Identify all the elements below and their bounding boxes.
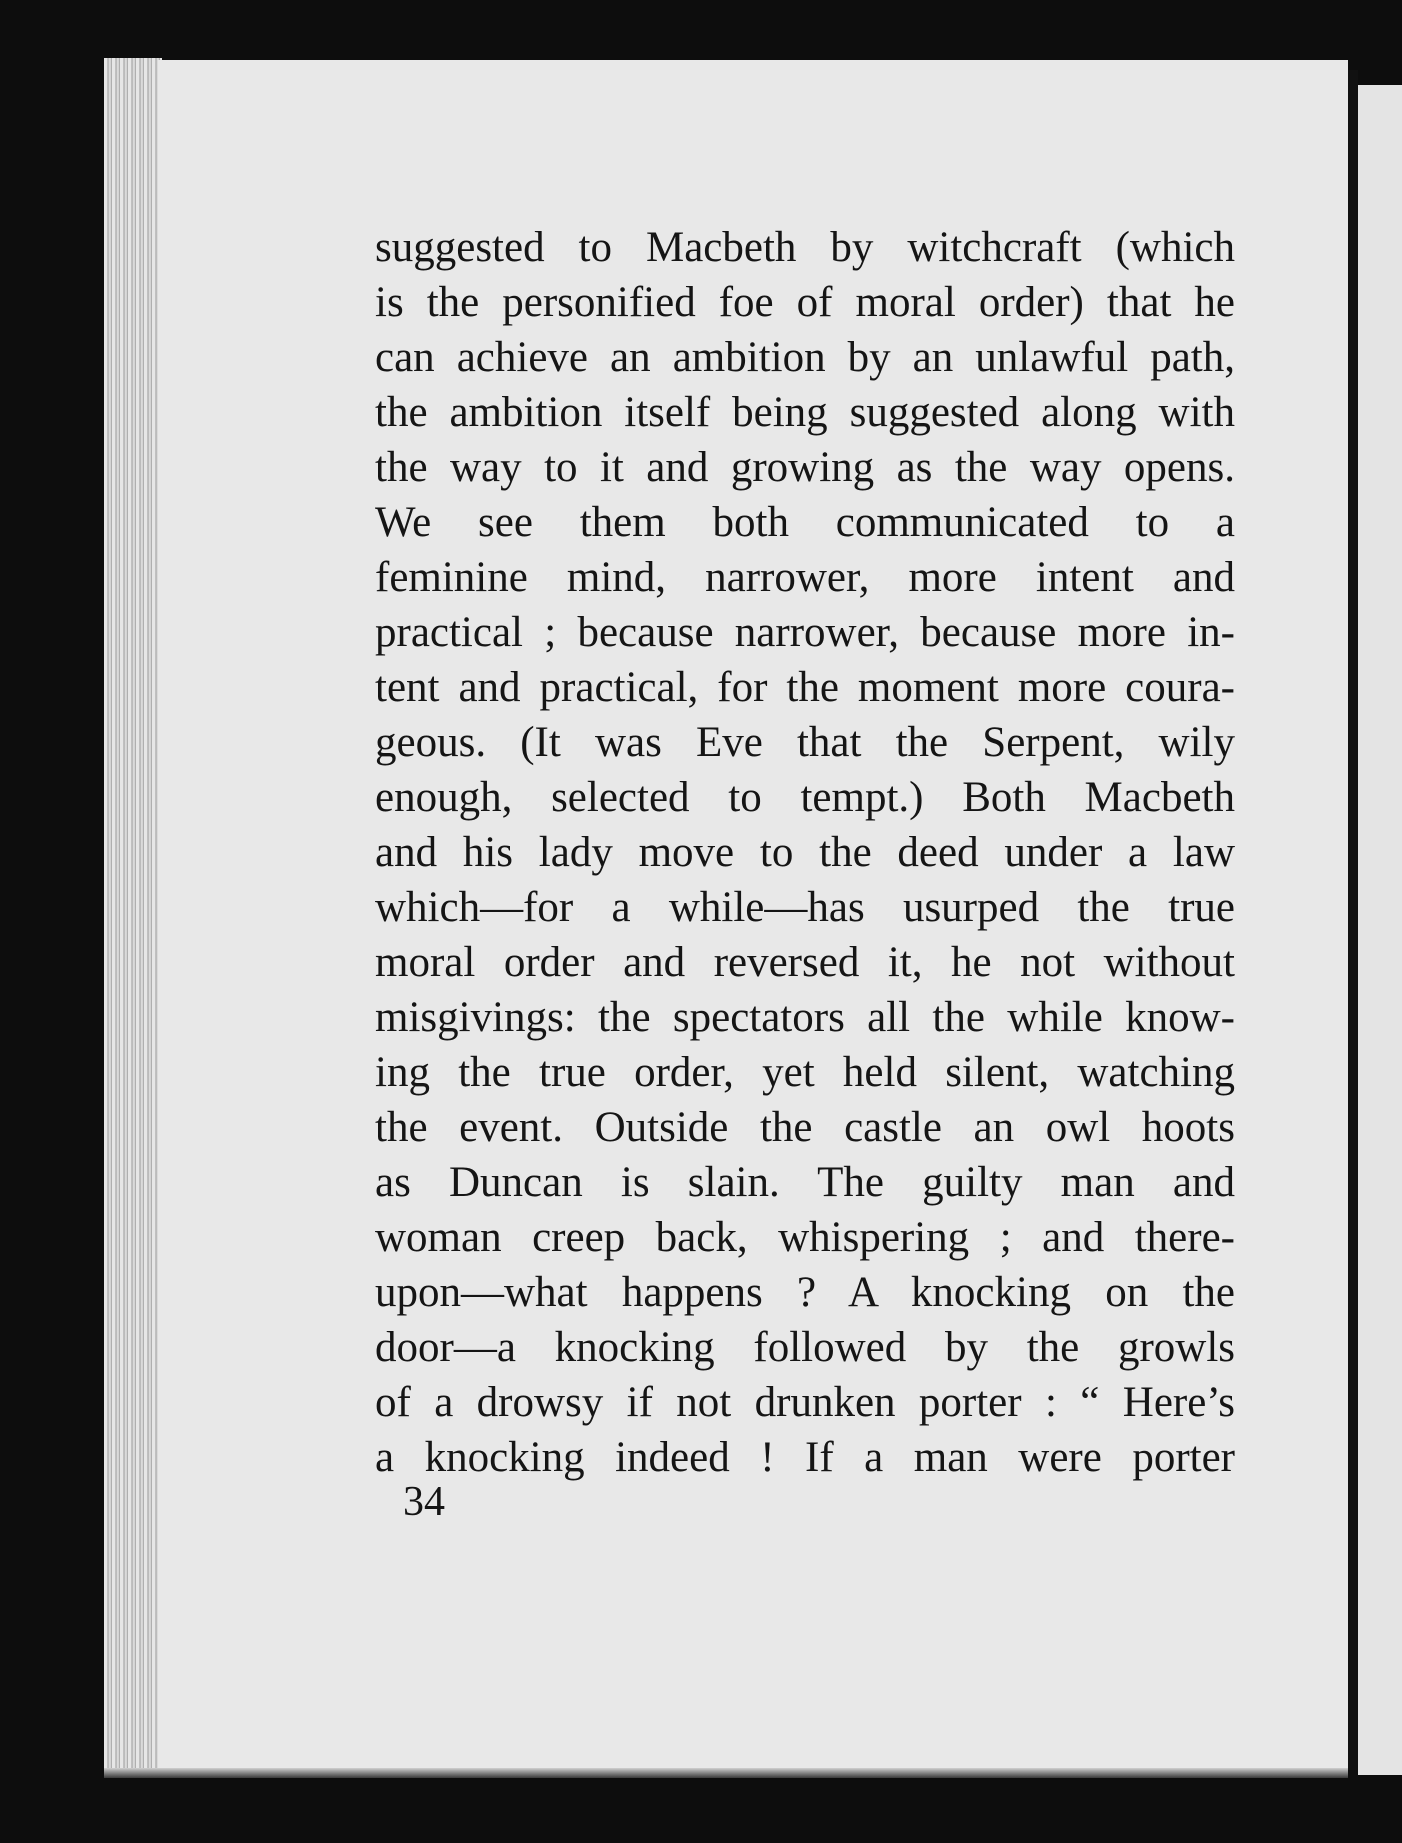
text-line: tent and practical, for the moment more coura-	[375, 664, 1235, 711]
text-line: can achieve an ambition by an unlawful path,	[375, 334, 1235, 381]
text-line: enough, selected to tempt.) Both Macbeth	[375, 774, 1235, 821]
facing-page-edge	[1358, 85, 1402, 1775]
text-line: moral order and reversed it, he not without	[375, 939, 1235, 986]
text-line: which—for a while—has usurped the true	[375, 884, 1235, 931]
text-line: misgivings: the spectators all the while know-	[375, 994, 1235, 1041]
text-line: upon—what happens ? A knocking on the	[375, 1269, 1235, 1316]
text-line: a knocking indeed ! If a man were porter	[375, 1434, 1235, 1481]
text-line: practical ; because narrower, because more in-	[375, 609, 1235, 656]
body-text	[375, 220, 1235, 1485]
text-line: feminine mind, narrower, more intent and	[375, 554, 1235, 601]
text-line: suggested to Macbeth by witchcraft (which	[375, 224, 1235, 271]
text-line: of a drowsy if not drunken porter : “ Here’s	[375, 1379, 1235, 1426]
text-line: as Duncan is slain. The guilty man and	[375, 1159, 1235, 1206]
page-edges	[104, 58, 162, 1772]
text-line: door—a knocking followed by the growls	[375, 1324, 1235, 1371]
text-line: the event. Outside the castle an owl hoots	[375, 1104, 1235, 1151]
gutter-shadow	[1348, 70, 1358, 1770]
text-line: ing the true order, yet held silent, watching	[375, 1049, 1235, 1096]
text-line: geous. (It was Eve that the Serpent, wily	[375, 719, 1235, 766]
text-line: the way to it and growing as the way opens.	[375, 444, 1235, 491]
text-line: woman creep back, whispering ; and there-	[375, 1214, 1235, 1261]
page-number: 34	[403, 1479, 445, 1525]
page-bottom-edge	[104, 1768, 1348, 1778]
text-line: and his lady move to the deed under a law	[375, 829, 1235, 876]
text-line: the ambition itself being suggested along with	[375, 389, 1235, 436]
text-line: We see them both communicated to a	[375, 499, 1235, 546]
text-line: is the personified foe of moral order) that he	[375, 279, 1235, 326]
